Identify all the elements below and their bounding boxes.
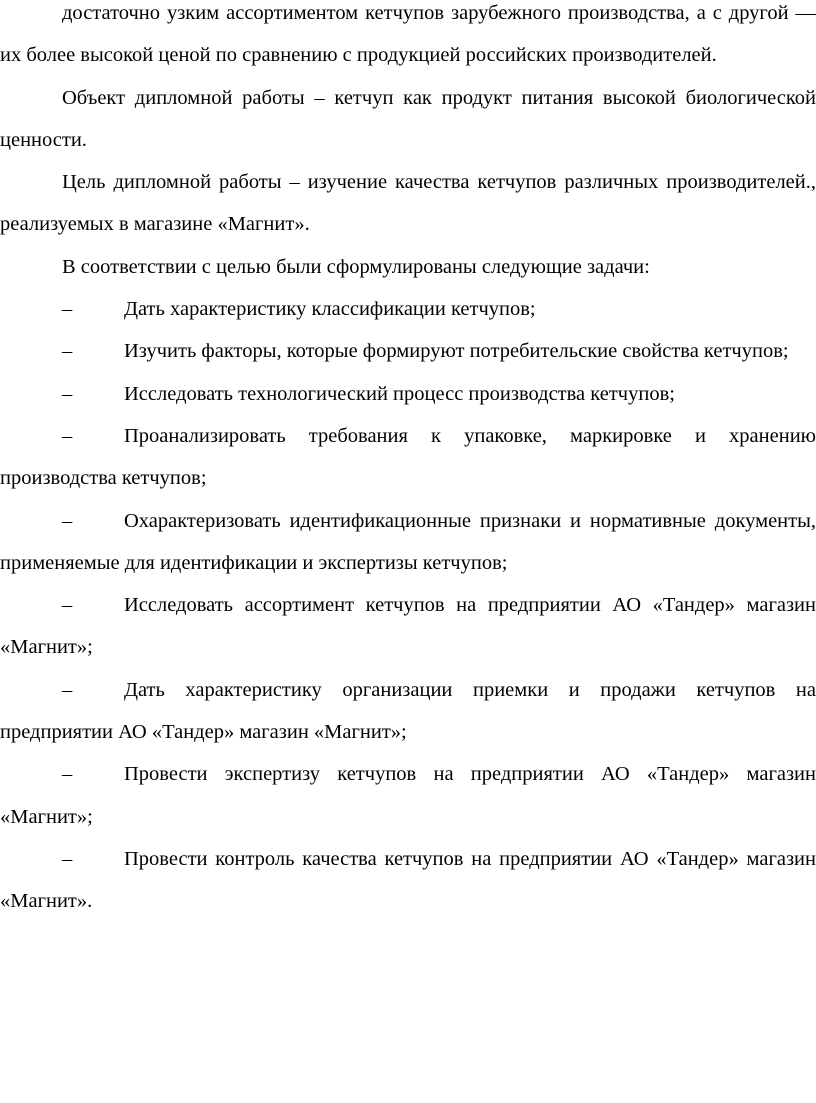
task-item-4: [0, 415, 816, 500]
task-text: Дать характеристику организации приемки и продажи кетчупов на предприятии АО «Тандер» магазин «Магнит»;: [0, 678, 816, 744]
task-text: Провести экспертизу кетчупов на предприятии АО «Тандер» магазин «Магнит»;: [0, 763, 816, 828]
task-item-2: [0, 330, 816, 372]
task-text: Исследовать технологический процесс производства кетчупов;: [124, 382, 675, 405]
dash-marker: –: [62, 763, 73, 786]
dash-marker: –: [62, 382, 73, 405]
dash-marker: –: [62, 594, 73, 617]
paragraph-tasks-intro: В соответствии с целью были сформулированы следующие задачи:: [62, 255, 650, 278]
task-text: Провести контроль качества кетчупов на предприятии АО «Тандер» магазин «Магнит».: [0, 847, 816, 913]
task-item-3: [0, 373, 816, 415]
task-item-8: [0, 753, 816, 838]
dash-marker: –: [62, 424, 73, 447]
task-text: Исследовать ассортимент кетчупов на предприятии АО «Тандер» магазин «Магнит»;: [0, 594, 816, 659]
task-item-9: [0, 838, 816, 923]
dash-marker: –: [62, 847, 73, 870]
task-item-7: [0, 669, 816, 754]
task-text: Проанализировать требования к упаковке, маркировке и хранению производства кетчупов;: [0, 424, 816, 490]
task-text: Дать характеристику классификации кетчупов;: [124, 298, 536, 321]
task-item-5: [0, 500, 816, 585]
task-text: Изучить факторы, которые формируют потребительские свойства кетчупов;: [124, 340, 789, 363]
dash-marker: –: [62, 340, 73, 363]
paragraph-goal: Цель дипломной работы – изучение качества кетчупов различных производителей., реализуемых в магазине «Магнит».: [0, 171, 816, 236]
dash-marker: –: [62, 678, 73, 701]
task-item-1: [0, 288, 816, 330]
paragraph-object: Объект дипломной работы – кетчуп как продукт питания высокой биологической ценности.: [0, 86, 816, 151]
task-text: Охарактеризовать идентификационные признаки и нормативные документы, применяемые для идентификации и экспертизы кетчупов;: [0, 509, 816, 574]
dash-marker: –: [62, 298, 73, 321]
paragraph-intro-continuation: достаточно узким ассортиментом кетчупов зарубежного производства, а с другой — их более высокой ценой по сравнению с продукцией российских производителей.: [0, 2, 816, 67]
dash-marker: –: [62, 509, 73, 532]
task-item-6: [0, 584, 816, 669]
